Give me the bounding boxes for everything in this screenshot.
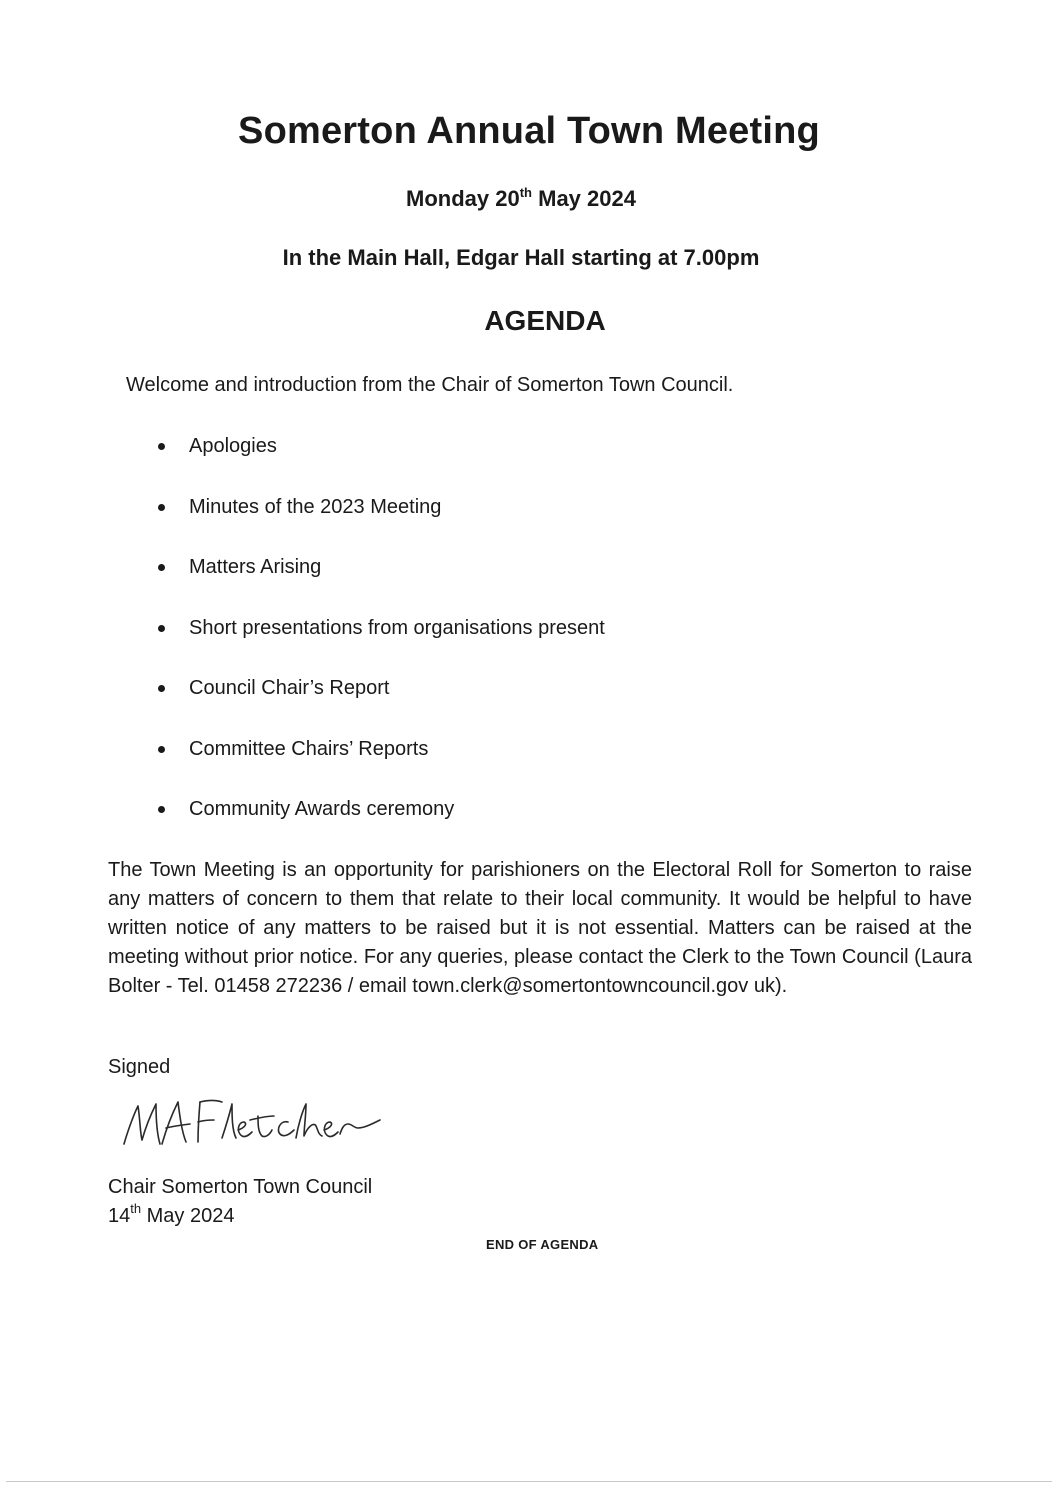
agenda-item-text: Short presentations from organisations present [189,616,605,639]
signed-date-ordinal: th [130,1201,142,1216]
notice-paragraph: The Town Meeting is an opportunity for parishioners on the Electoral Roll for Somerton to raise any matters of concern to them that relate to their local community. It would be helpful to have written notice of any matters to be raised but it is not essential. Matters can be raised at the meeting without prior notice. For any queries, please contact the Clerk to the Town Council (Laura Bolter - Tel. 01458 272236 / email town.clerk@somertontowncouncil.gov uk). [108,859,972,997]
end-of-agenda: END OF AGENDA [486,1237,599,1252]
signatory-role: Chair Somerton Town Council [108,1176,373,1198]
bullet-icon [158,625,165,632]
bullet-icon [158,504,165,511]
signature-image [118,1094,398,1158]
bullet-icon [158,746,165,753]
agenda-item-text: Apologies [189,435,277,457]
welcome-line: Welcome and introduction from the Chair of Somerton Town Council. [126,374,734,396]
meeting-date-month-year: May 2024 [532,186,636,211]
agenda-item-text: Minutes of the 2023 Meeting [189,495,442,518]
signed-date-month-year: May 2024 [141,1205,235,1227]
signed-date [108,1201,235,1228]
agenda-item-text: Committee Chairs’ Reports [189,737,429,760]
signed-label: Signed [108,1056,171,1078]
agenda-item-text: Council Chair’s Report [189,677,390,699]
bullet-icon [158,564,165,571]
meeting-date-ordinal: th [519,185,532,200]
meeting-date [0,186,1042,212]
signed-date-day: 14 [108,1205,131,1227]
agenda-item-text: Matters Arising [189,556,322,578]
agenda-heading: AGENDA [484,305,606,336]
meeting-venue: In the Main Hall, Edgar Hall starting at 7.00pm [282,245,760,270]
page-bottom-rule [6,1481,1052,1482]
agenda-item-text: Community Awards ceremony [189,798,455,820]
bullet-icon [158,806,165,813]
page-title: Somerton Annual Town Meeting [238,110,820,152]
bullet-icon [158,685,165,692]
bullet-icon [158,443,165,450]
meeting-date-day: Monday 20 [406,186,520,211]
